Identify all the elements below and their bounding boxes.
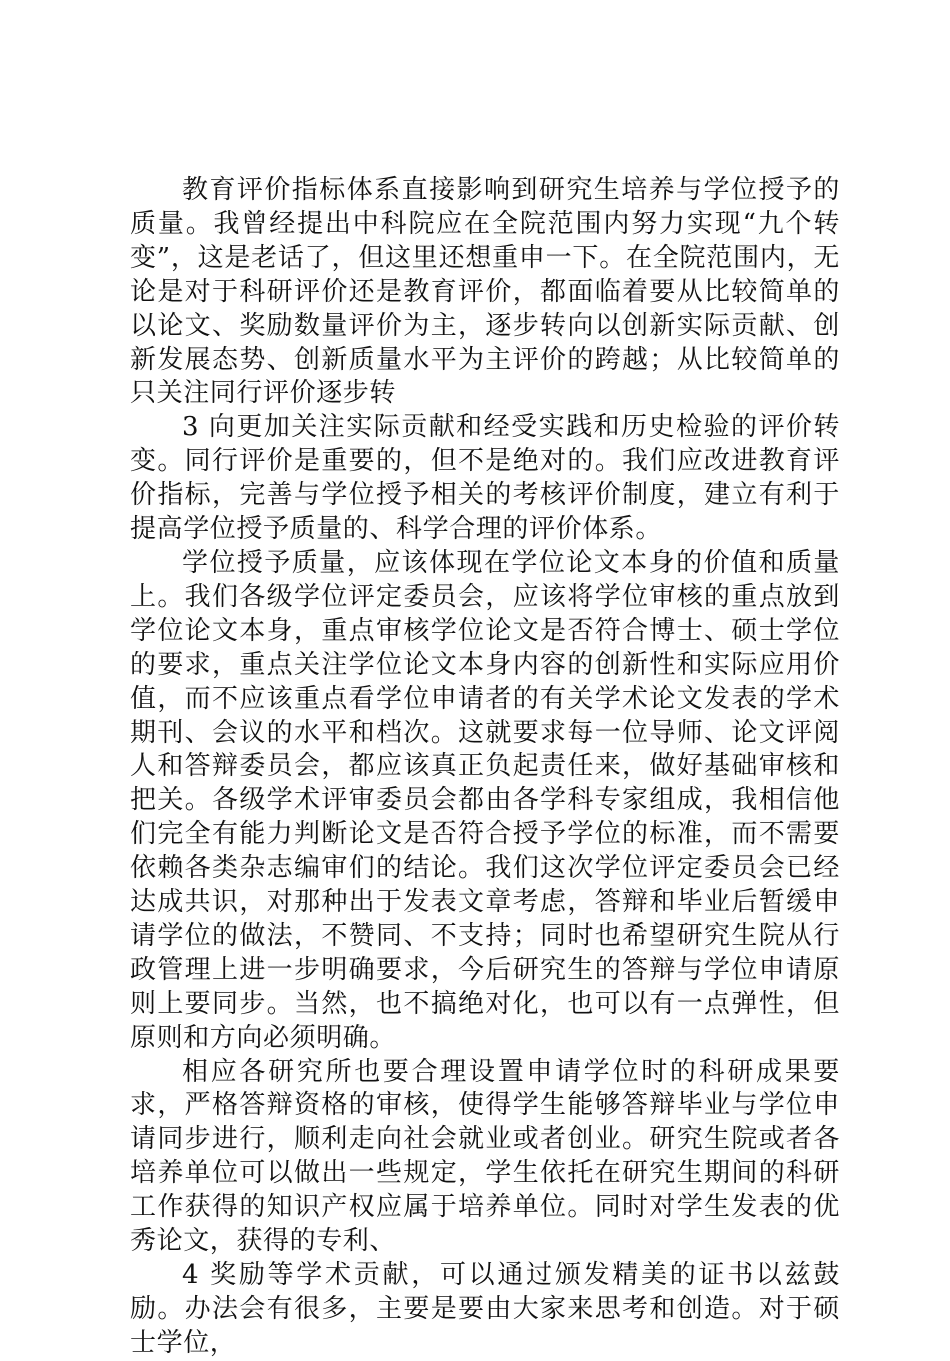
paragraph-awards: 4 奖励等学术贡献，可以通过颁发精美的证书以兹鼓励。办法会有很多，主要是要由大家来思考和创造。对于硕士学位， xyxy=(130,1260,840,1358)
paragraph-institute-requirements: 相应各研究所也要合理设置申请学位时的科研成果要求，严格答辩资格的审核，使得学生能够答辩毕业与学位申请同步进行，顺利走向社会就业或者创业。研究生院或者各培养单位可以做出一些规定，学生依托在研究生期间的科研工作获得的知识产权应属于培养单位。同时对学生发表的优秀论文，获得的专利、 xyxy=(130,1056,840,1257)
paragraph-evaluation-shift: 3 向更加关注实际贡献和经受实践和历史检验的评价转变。同行评价是重要的，但不是绝对的。我们应改进教育评价指标，完善与学位授予相关的考核评价制度，建立有利于提高学位授予质量的、科学合理的评价体系。 xyxy=(130,412,840,545)
paragraph-degree-quality: 学位授予质量，应该体现在学位论文本身的价值和质量上。我们各级学位评定委员会，应该将学位审核的重点放到学位论文本身，重点审核学位论文是否符合博士、硕士学位的要求，重点关注学位论文本身内容的创新性和实际应用价值，而不应该重点看学位申请者的有关学术论文发表的学术期刊、会议的水平和档次。这就要求每一位导师、论文评阅人和答辩委员会，都应该真正负起责任来，做好基础审核和把关。各级学术评审委员会都由各学科专家组成，我相信他们完全有能力判断论文是否符合授予学位的标准，而不需要依赖各类杂志编审们的结论。我们这次学位评定委员会已经达成共识，对那种出于发表文章考虑，答辩和毕业后暂缓申请学位的做法，不赞同、不支持；同时也希望研究生院从行政管理上进一步明确要求，今后研究生的答辩与学位申请原则上要同步。当然，也不搞绝对化，也可以有一点弹性，但原则和方向必须明确。 xyxy=(130,547,840,1053)
document-body xyxy=(130,174,840,1361)
paragraph-evaluation-index: 教育评价指标体系直接影响到研究生培养与学位授予的质量。我曾经提出中科院应在全院范围内努力实现“九个转变”，这是老话了，但这里还想重申一下。在全院范围内，无论是对于科研评价还是教育评价，都面临着要从比较简单的以论文、奖励数量评价为主，逐步转向以创新实际贡献、创新发展态势、创新质量水平为主评价的跨越；从比较简单的只关注同行评价逐步转 xyxy=(130,175,840,409)
